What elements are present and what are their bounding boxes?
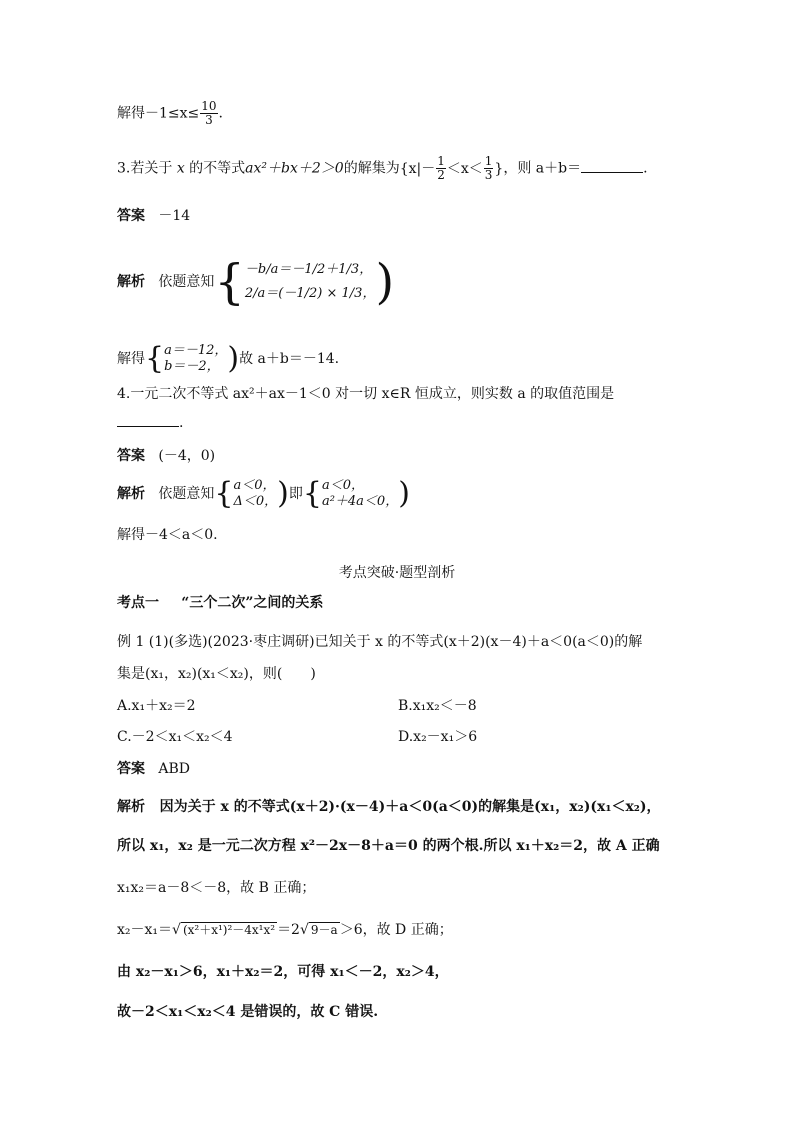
question-4: 4.一元二次不等式 ax²＋ax－1＜0 对一切 x∈R 恒成立，则实数 a 的取值范围是 <box>117 386 615 402</box>
example-1-line-1: 例 1 (1)(多选)(2023·枣庄调研)已知关于 x 的不等式(x＋2)(x－4)＋a＜0(a＜0)的解 <box>117 634 643 650</box>
solution-line-1: 解得－1≤x≤ $\frac{10}{3}$ . <box>117 99 223 127</box>
question-4-line-2: . <box>117 412 183 433</box>
fraction-ten-thirds: $\frac{10}{3}$ <box>201 99 217 127</box>
explanation-example-1-line-4: x₂－x₁＝√ (x²＋x¹)²－4x¹x² ＝2√ 9－a ＞6，故 D 正确； <box>117 922 453 938</box>
solution-line-3: 解得{ a＝－12， b＝－2， )故 a＋b＝－14. <box>117 341 340 376</box>
explanation-label: 解析 <box>117 486 145 502</box>
square-root-expression: 9－a <box>310 923 338 937</box>
answer-blank <box>117 412 179 427</box>
answer-label: 答案 <box>117 448 145 464</box>
section-title: 考点突破·题型剖析 <box>338 565 456 581</box>
explanation-3: 解析 依题意知{ －b/a＝－1/2＋1/3， 2/a＝(－1/2) × 1/3， ) <box>117 254 395 310</box>
option-c: C.－2＜x₁＜x₂＜4 <box>117 729 233 745</box>
explanation-example-1-line-5: 由 x₂－x₁＞6，x₁＋x₂＝2，可得 x₁＜－2，x₂＞4， <box>117 964 449 980</box>
answer-blank <box>581 158 643 173</box>
explanation-example-1-line-2: 所以 x₁，x₂ 是一元二次方程 x²－2x－8＋a＝0 的两个根.所以 x₁＋x₂＝2，故 A 正确 <box>117 838 660 854</box>
answer-label: 答案 <box>117 761 145 777</box>
option-a: A.x₁＋x₂＝2 <box>117 698 196 714</box>
answer-4: 答案 (－4，0) <box>117 448 216 464</box>
solution-prefix: 解得－1≤x≤ <box>117 105 200 122</box>
solution-line-4: 解得－4＜a＜0. <box>117 527 218 543</box>
solution-set: {x|－ $\frac{1}{2}$ ＜x＜ $\frac{1}{3}$ } <box>399 154 504 182</box>
answer-3: 答案 －14 <box>117 208 191 224</box>
answer-label: 答案 <box>117 208 145 224</box>
square-root-expression: (x²＋x¹)²－4x¹x² <box>182 923 276 937</box>
equation-system: a＝－12， b＝－2， <box>164 343 228 374</box>
explanation-label: 解析 <box>117 274 145 290</box>
equation-system: －b/a＝－1/2＋1/3， 2/a＝(－1/2) × 1/3， <box>244 262 376 301</box>
question-3: 3.若关于 x 的不等式ax²＋bx＋2＞0的解集为{x|－ $\frac{1}{2}$ ＜x＜ $\frac{1}{3}$ }，则 a＋b＝ . <box>117 154 648 182</box>
explanation-example-1-line-1: 解析 因为关于 x 的不等式(x＋2)·(x－4)＋a＜0(a＜0)的解集是(x₁，x₂)(x₁＜x₂)， <box>117 799 661 815</box>
option-b: B.x₁x₂＜－8 <box>398 698 477 714</box>
explanation-label: 解析 <box>117 799 145 815</box>
option-d: D.x₂－x₁＞6 <box>398 729 478 745</box>
topic-1-heading: 考点一 “三个二次”之间的关系 <box>117 595 324 611</box>
example-1-line-2: 集是(x₁，x₂)(x₁＜x₂)，则( ) <box>117 666 316 682</box>
explanation-example-1-line-3: x₁x₂＝a－8＜－8，故 B 正确； <box>117 880 316 896</box>
answer-example-1: 答案 ABD <box>117 761 190 777</box>
explanation-example-1-line-6: 故－2＜x₁＜x₂＜4 是错误的，故 C 错误. <box>117 1004 379 1020</box>
explanation-4: 解析 依题意知{ a＜0， Δ＜0， )即{ a＜0， a²＋4a＜0， ) <box>117 476 410 511</box>
